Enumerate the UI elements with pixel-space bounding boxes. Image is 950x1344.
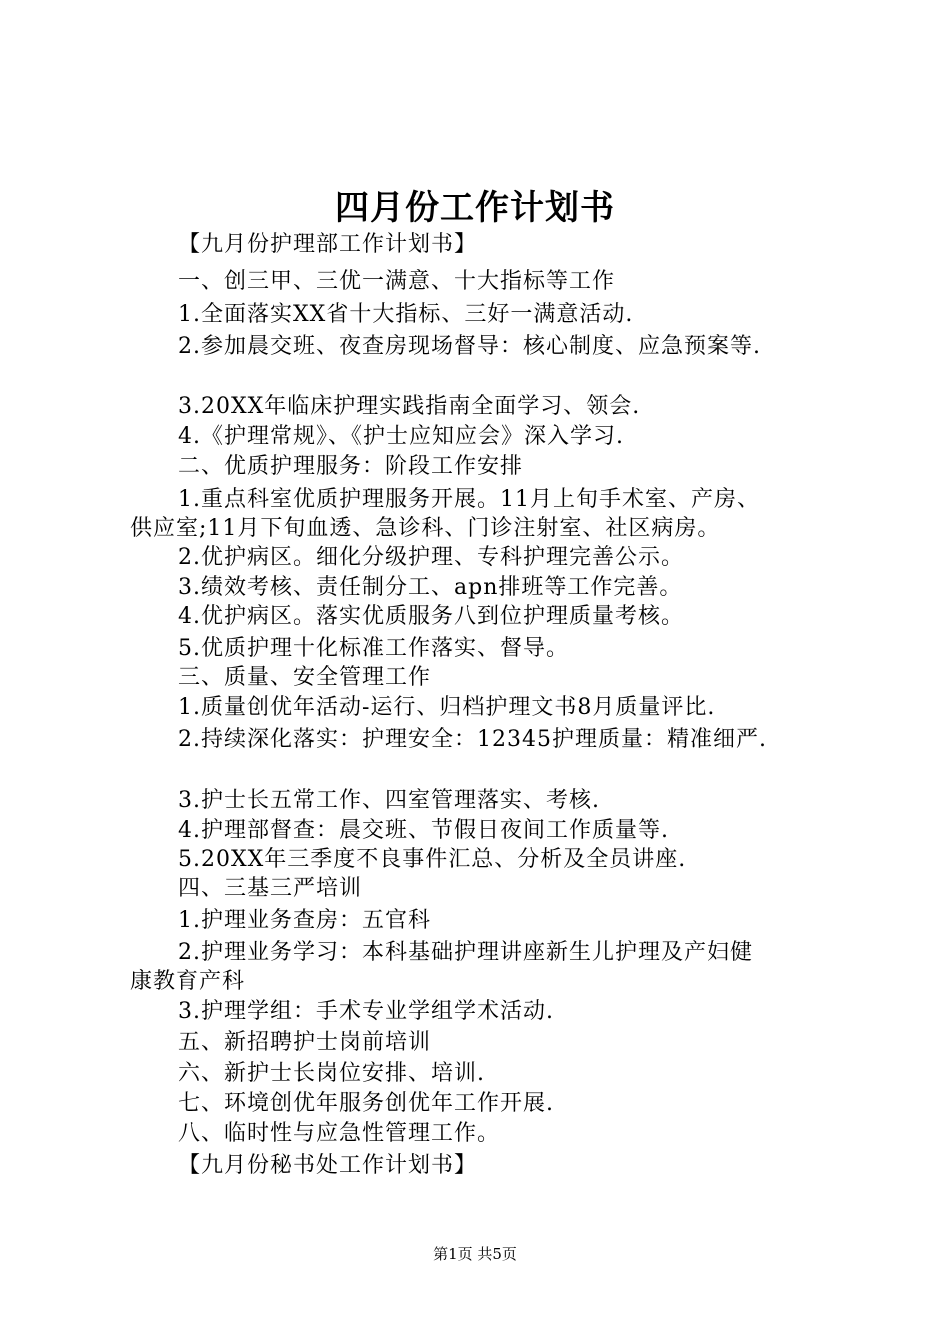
- paragraph-line: 3.20XX年临床护理实践指南全面学习、领会.: [178, 394, 641, 419]
- section-heading: 三、质量、安全管理工作: [178, 665, 432, 690]
- section-heading: 七、环境创优年服务创优年工作开展.: [178, 1091, 554, 1116]
- paragraph-line: 5.优质护理十化标准工作落实、督导。: [178, 636, 569, 661]
- paragraph-line: 供应室;11月下旬血透、急诊科、门诊注射室、社区病房。: [130, 516, 721, 541]
- paragraph-line: 3.绩效考核、责任制分工、apn排班等工作完善。: [178, 575, 683, 600]
- section-heading: 【九月份护理部工作计划书】: [178, 232, 478, 257]
- section-heading: 八、临时性与应急性管理工作。: [178, 1121, 501, 1146]
- paragraph-line: 2.优护病区。细化分级护理、专科护理完善公示。: [178, 545, 684, 570]
- paragraph-line: 1.重点科室优质护理服务开展。11月上旬手术室、产房、: [178, 487, 760, 512]
- paragraph-line: 2.护理业务学习：本科基础护理讲座新生儿护理及产妇健: [178, 940, 753, 965]
- page-title: 四月份工作计划书: [335, 188, 615, 228]
- section-heading: 四、三基三严培训: [178, 876, 363, 901]
- paragraph-line: 康教育产科: [130, 969, 246, 994]
- section-heading: 一、创三甲、三优一满意、十大指标等工作: [178, 269, 616, 294]
- paragraph-line: 2.持续深化落实：护理安全：12345护理质量：精准细严.: [178, 727, 767, 752]
- paragraph-line: 5.20XX年三季度不良事件汇总、分析及全员讲座.: [178, 847, 687, 872]
- paragraph-line: 1.质量创优年活动-运行、归档护理文书8月质量评比.: [178, 695, 716, 720]
- paragraph-line: 3.护士长五常工作、四室管理落实、考核.: [178, 788, 600, 813]
- section-heading: 五、新招聘护士岗前培训: [178, 1030, 432, 1055]
- paragraph-line: 4.优护病区。落实优质服务八到位护理质量考核。: [178, 604, 684, 629]
- section-heading: 六、新护士长岗位安排、培训.: [178, 1061, 485, 1086]
- paragraph-line: 4.《护理常规》、《护士应知应会》深入学习.: [178, 424, 624, 449]
- paragraph-line: 2.参加晨交班、夜查房现场督导：核心制度、应急预案等.: [178, 334, 761, 359]
- section-heading: 【九月份秘书处工作计划书】: [178, 1153, 478, 1178]
- paragraph-line: 3.护理学组：手术专业学组学术活动.: [178, 999, 554, 1024]
- section-heading: 二、优质护理服务：阶段工作安排: [178, 454, 524, 479]
- page-number: 第1页 共5页: [433, 1245, 517, 1263]
- paragraph-line: 1.护理业务查房：五官科: [178, 908, 431, 933]
- paragraph-line: 1.全面落实XX省十大指标、三好一满意活动.: [178, 302, 634, 327]
- paragraph-line: 4.护理部督查：晨交班、节假日夜间工作质量等.: [178, 818, 669, 843]
